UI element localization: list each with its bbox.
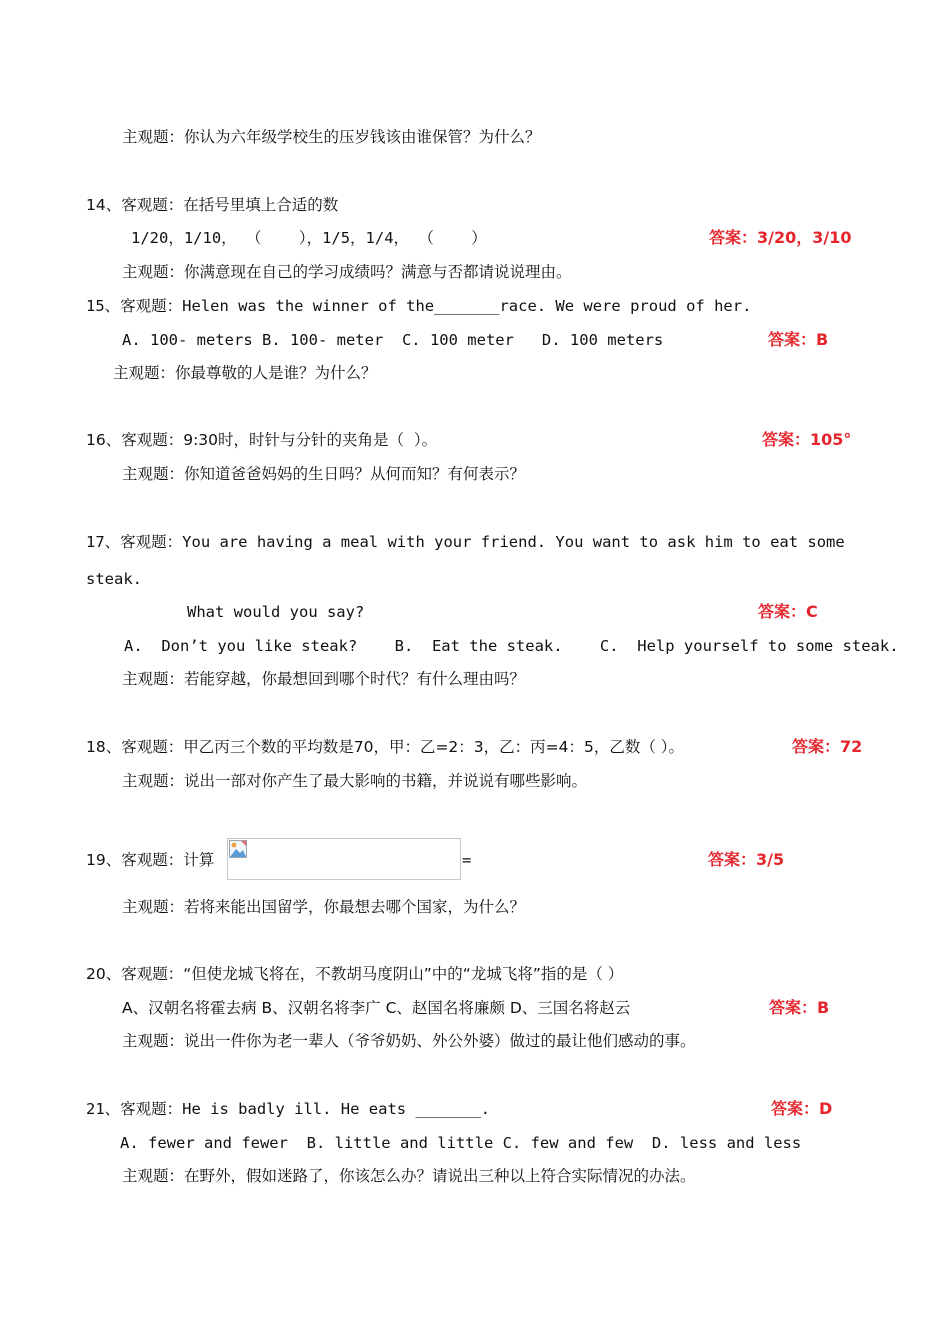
objective-question-15: 15、客观题：Helen was the winner of the_______race. We were proud of her.: [86, 297, 752, 315]
question-17-options: A. Don’t you like steak? B. Eat the steak. C. Help yourself to some steak.: [124, 637, 899, 655]
subjective-question-18: 主观题：说出一部对你产生了最大影响的书籍，并说说有哪些影响。: [122, 772, 588, 790]
objective-question-17: 17、客观题：You are having a meal with your friend. You want to ask him to eat some: [86, 533, 845, 551]
answer-14: 答案：3/20，3/10: [709, 228, 852, 247]
subjective-question-14: 主观题：你满意现在自己的学习成绩吗？满意与否都请说说理由。: [122, 263, 572, 281]
subjective-question-16: 主观题：你知道爸爸妈妈的生日吗？从何而知？有何表示？: [122, 465, 526, 483]
objective-question-18: 18、客观题：甲乙丙三个数的平均数是70，甲：乙=2：3，乙：丙=4：5，乙数（ ）。: [86, 738, 685, 756]
subjective-question-19: 主观题：若将来能出国留学，你最想去哪个国家，为什么？: [122, 898, 526, 916]
answer-21: 答案：D: [771, 1099, 833, 1118]
answer-16: 答案：105°: [762, 430, 852, 449]
objective-question-16: 16、客观题：9:30时，时针与分针的夹角是（ ）。: [86, 431, 438, 449]
question-15-options: A. 100- meters B. 100- meter C. 100 meter D. 100 meters: [122, 331, 664, 349]
subjective-question-21: 主观题：在野外，假如迷路了，你该怎么办？请说出三种以上符合实际情况的办法。: [122, 1167, 696, 1185]
answer-15: 答案：B: [768, 330, 829, 349]
answer-17: 答案：C: [758, 602, 818, 621]
broken-image-icon: [228, 839, 248, 859]
objective-question-14: 14、客观题：在括号里填上合适的数: [86, 196, 339, 214]
answer-20: 答案：B: [769, 998, 830, 1017]
subjective-question-13: 主观题：你认为六年级学校生的压岁钱该由谁保管？为什么？: [122, 128, 541, 146]
question-21-options: A. fewer and fewer B. little and little C. few and few D. less and less: [120, 1134, 802, 1152]
question-20-options: A、汉朝名将霍去病 B、汉朝名将李广 C、赵国名将廉颇 D、三国名将赵云: [122, 999, 631, 1017]
subjective-question-20: 主观题：说出一件你为老一辈人（爷爷奶奶、外公外婆）做过的最让他们感动的事。: [122, 1032, 696, 1050]
question-19-equals: =: [462, 851, 472, 869]
objective-question-21: 21、客观题：He is badly ill. He eats _______.: [86, 1100, 491, 1118]
objective-question-20: 20、客观题：“但使龙城飞将在，不教胡马度阴山”中的“龙城飞将”指的是（ ）: [86, 965, 624, 983]
objective-question-19: 19、客观题：计算: [86, 851, 215, 869]
answer-18: 答案：72: [792, 737, 863, 756]
answer-19: 答案：3/5: [708, 850, 785, 869]
subjective-question-15: 主观题：你最尊敬的人是谁？为什么？: [113, 364, 377, 382]
question-17-continuation: steak.: [86, 570, 142, 588]
question-17-prompt: What would you say?: [187, 603, 365, 621]
question-14-sequence: 1/20，1/10， （ ），1/5，1/4， （ ）: [131, 229, 487, 247]
subjective-question-17: 主观题：若能穿越，你最想回到哪个时代？有什么理由吗？: [122, 670, 526, 688]
formula-image-placeholder: [227, 838, 461, 880]
